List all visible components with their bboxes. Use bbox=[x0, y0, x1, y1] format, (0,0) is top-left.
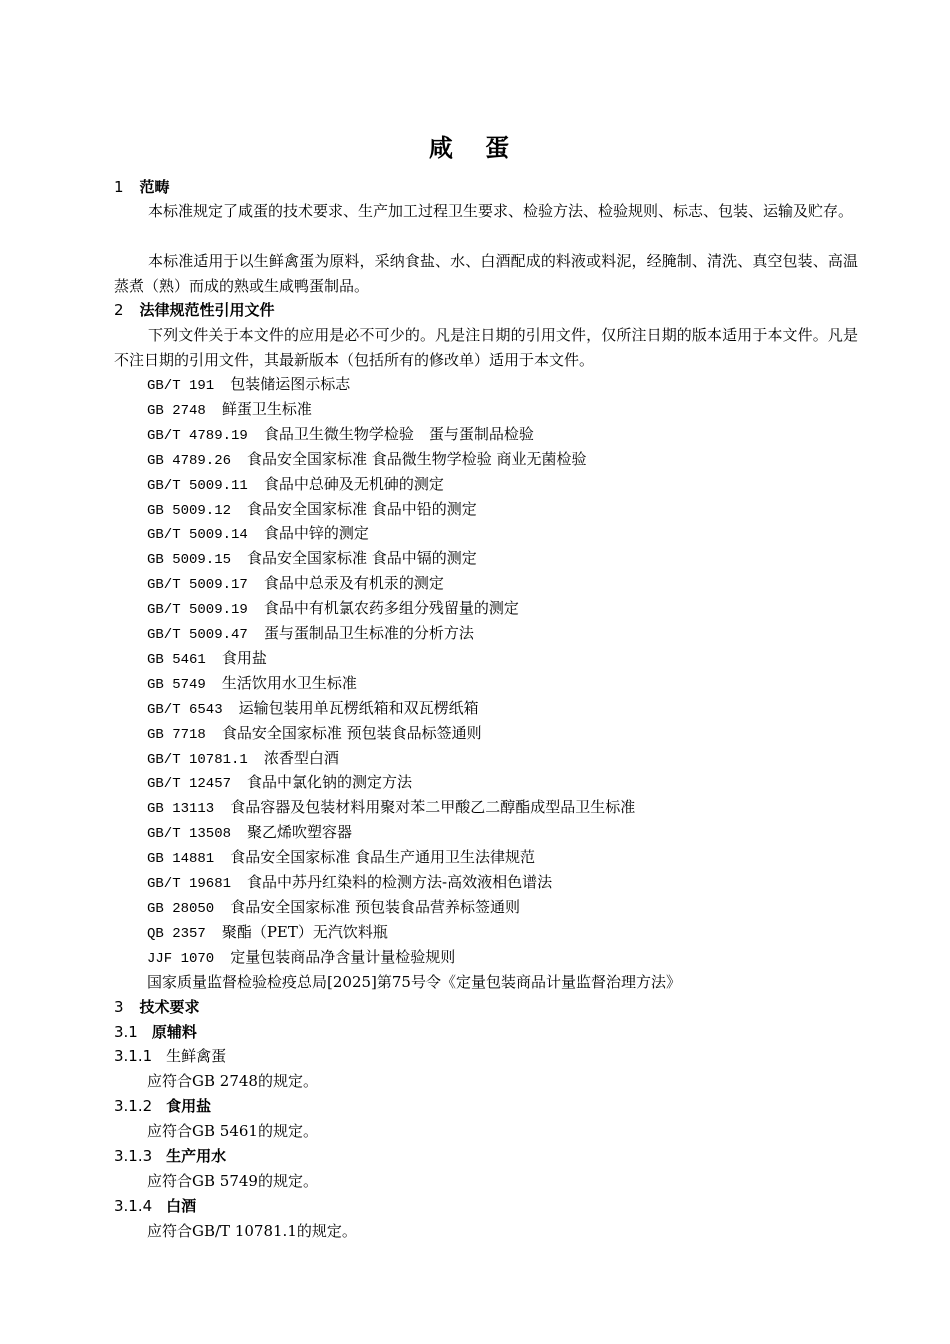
reference-name: 食品中锌的测定 bbox=[263, 524, 369, 543]
section-number: 3 bbox=[114, 998, 124, 1016]
section-title: 食用盐 bbox=[166, 1097, 212, 1115]
reference-name: 食品安全国家标准 食品中铅的测定 bbox=[247, 499, 477, 518]
section-3-1-heading bbox=[114, 1021, 864, 1043]
reference-item bbox=[147, 597, 867, 621]
reference-code: GB/T 13508 bbox=[147, 826, 232, 843]
reference-name: 聚乙烯吹塑容器 bbox=[247, 823, 353, 842]
reference-code: GB 14881 bbox=[147, 851, 215, 868]
reference-code: GB/T 5009.14 bbox=[147, 527, 248, 544]
reference-code: GB/T 5009.17 bbox=[147, 577, 248, 594]
reference-item bbox=[147, 747, 867, 771]
reference-code: GB/T 6543 bbox=[147, 701, 223, 718]
reference-name: 食品安全国家标准 食品微生物学检验 商业无菌检验 bbox=[247, 449, 587, 468]
section-title: 范畴 bbox=[139, 178, 170, 196]
reference-name: 定量包装商品净含量计量检验规则 bbox=[230, 947, 456, 966]
reference-item bbox=[147, 871, 867, 895]
reference-code: GB 5461 bbox=[147, 651, 206, 668]
reference-item bbox=[147, 448, 867, 472]
section-2-heading bbox=[114, 299, 864, 321]
reference-item bbox=[147, 398, 867, 422]
reference-name: 食品中苏丹红染料的检测方法-高效液相色谱法 bbox=[247, 873, 553, 891]
reference-name: 食品容器及包装材料用聚对苯二甲酸乙二醇酯成型品卫生标准 bbox=[230, 798, 636, 817]
section-number: 2 bbox=[114, 301, 124, 319]
section-1-paragraph-1: 本标准规定了咸蛋的技术要求、生产加工过程卫生要求、检验方法、检验规则、标志、包装、运输及贮存。 bbox=[148, 202, 854, 220]
section-1-heading bbox=[114, 176, 864, 198]
reference-code: GB 5749 bbox=[147, 676, 206, 693]
reference-code: GB/T 5009.19 bbox=[147, 602, 248, 619]
reference-item bbox=[147, 697, 867, 721]
reference-code: GB/T 5009.47 bbox=[147, 627, 248, 643]
reference-item bbox=[147, 921, 867, 945]
section-3-1-2-text: 应符合GB 5461的规定。 bbox=[147, 1122, 318, 1140]
section-title: 生鲜禽蛋 bbox=[166, 1047, 227, 1065]
reference-code: GB 13113 bbox=[147, 801, 215, 818]
reference-item bbox=[147, 896, 867, 920]
extra-reference: 国家质量监督检验检疫总局[2025]第75号令《定量包装商品计量监督治理方法》 bbox=[147, 973, 681, 991]
reference-code: GB/T 191 bbox=[147, 378, 215, 394]
reference-code: GB/T 5009.11 bbox=[147, 477, 248, 494]
reference-name: 包装储运图示标志 bbox=[230, 375, 351, 393]
reference-name: 生活饮用水卫生标准 bbox=[221, 673, 357, 692]
reference-item bbox=[147, 373, 867, 397]
reference-name: 蛋与蛋制品卫生标准的分析方法 bbox=[263, 624, 474, 642]
reference-item bbox=[147, 622, 867, 646]
reference-name: 食品安全国家标准 预包装食品营养标签通则 bbox=[230, 897, 520, 916]
section-2-paragraph-1: 下列文件关于本文件的应用是必不可少的。凡是注日期的引用文件，仅所注日期的版本适用于本文件。凡是不注日期的引用文件，其最新版本（包括所有的修改单）适用于本文件。 bbox=[114, 326, 858, 369]
reference-item bbox=[147, 547, 867, 571]
reference-item bbox=[147, 846, 867, 870]
reference-item bbox=[147, 796, 867, 820]
reference-name: 食品中有机氯农药多组分残留量的测定 bbox=[263, 599, 519, 618]
section-number: 3.1.3 bbox=[114, 1147, 153, 1165]
reference-name: 聚酯（PET）无汽饮料瓶 bbox=[221, 922, 388, 941]
reference-code: GB/T 19681 bbox=[147, 876, 232, 892]
reference-name: 食品安全国家标准 食品生产通用卫生法律规范 bbox=[230, 848, 535, 867]
section-number: 1 bbox=[114, 178, 124, 196]
reference-code: GB/T 12457 bbox=[147, 776, 232, 793]
section-title: 技术要求 bbox=[139, 998, 200, 1016]
reference-item bbox=[147, 821, 867, 845]
reference-item bbox=[147, 423, 867, 447]
reference-item bbox=[147, 946, 867, 970]
section-3-1-3-text: 应符合GB 5749的规定。 bbox=[147, 1172, 318, 1190]
reference-name: 食品安全国家标准 食品中镉的测定 bbox=[247, 549, 477, 568]
section-3-1-1-text: 应符合GB 2748的规定。 bbox=[147, 1072, 318, 1090]
reference-name: 浓香型白酒 bbox=[263, 748, 339, 767]
section-number: 3.1.1 bbox=[114, 1047, 153, 1065]
section-3-1-4-heading bbox=[114, 1195, 864, 1217]
reference-item bbox=[147, 771, 867, 795]
reference-code: GB 5009.15 bbox=[147, 552, 232, 569]
reference-item bbox=[147, 722, 867, 746]
reference-code: GB/T 10781.1 bbox=[147, 751, 248, 768]
reference-item bbox=[147, 572, 867, 596]
reference-name: 食品安全国家标准 预包装食品标签通则 bbox=[221, 723, 482, 742]
reference-name: 食品中总砷及无机砷的测定 bbox=[263, 474, 444, 493]
section-3-heading bbox=[114, 996, 864, 1018]
reference-code: GB 5009.12 bbox=[147, 502, 232, 519]
reference-code: GB 4789.26 bbox=[147, 452, 232, 469]
reference-name: 食品中总汞及有机汞的测定 bbox=[263, 574, 444, 593]
reference-item bbox=[147, 522, 867, 546]
reference-name: 食品中氯化钠的测定方法 bbox=[247, 773, 413, 792]
reference-name: 运输包装用单瓦楞纸箱和双瓦楞纸箱 bbox=[238, 698, 479, 717]
reference-name: 食品卫生微生物学检验 蛋与蛋制品检验 bbox=[263, 424, 534, 443]
section-number: 3.1.4 bbox=[114, 1197, 153, 1215]
reference-code: JJF 1070 bbox=[147, 950, 215, 967]
reference-code: QB 2357 bbox=[147, 925, 206, 942]
section-3-1-2-heading bbox=[114, 1095, 864, 1117]
section-1-paragraph-2: 本标准适用于以生鲜禽蛋为原料，采纳食盐、水、白酒配成的料液或料泥，经腌制、清洗、真空包装、高温蒸煮（熟）而成的熟或生咸鸭蛋制品。 bbox=[114, 252, 858, 295]
reference-code: GB 7718 bbox=[147, 726, 206, 743]
reference-code: GB 28050 bbox=[147, 900, 215, 917]
document-title: 咸 蛋 bbox=[428, 134, 522, 162]
section-title: 法律规范性引用文件 bbox=[139, 301, 275, 319]
reference-item bbox=[147, 647, 867, 671]
section-3-1-4-text: 应符合GB/T 10781.1的规定。 bbox=[147, 1222, 357, 1240]
section-number: 3.1 bbox=[114, 1023, 138, 1041]
reference-name: 鲜蛋卫生标准 bbox=[221, 399, 312, 418]
reference-item bbox=[147, 672, 867, 696]
reference-name: 食用盐 bbox=[221, 648, 267, 667]
reference-item bbox=[147, 498, 867, 522]
section-title: 原辅料 bbox=[151, 1023, 197, 1041]
reference-code: GB/T 4789.19 bbox=[147, 427, 248, 444]
section-number: 3.1.2 bbox=[114, 1097, 153, 1115]
section-title: 白酒 bbox=[166, 1197, 197, 1215]
reference-code: GB 2748 bbox=[147, 402, 206, 419]
section-3-1-1-heading bbox=[114, 1045, 864, 1067]
reference-item bbox=[147, 473, 867, 497]
section-title: 生产用水 bbox=[166, 1147, 227, 1165]
section-3-1-3-heading bbox=[114, 1145, 864, 1167]
